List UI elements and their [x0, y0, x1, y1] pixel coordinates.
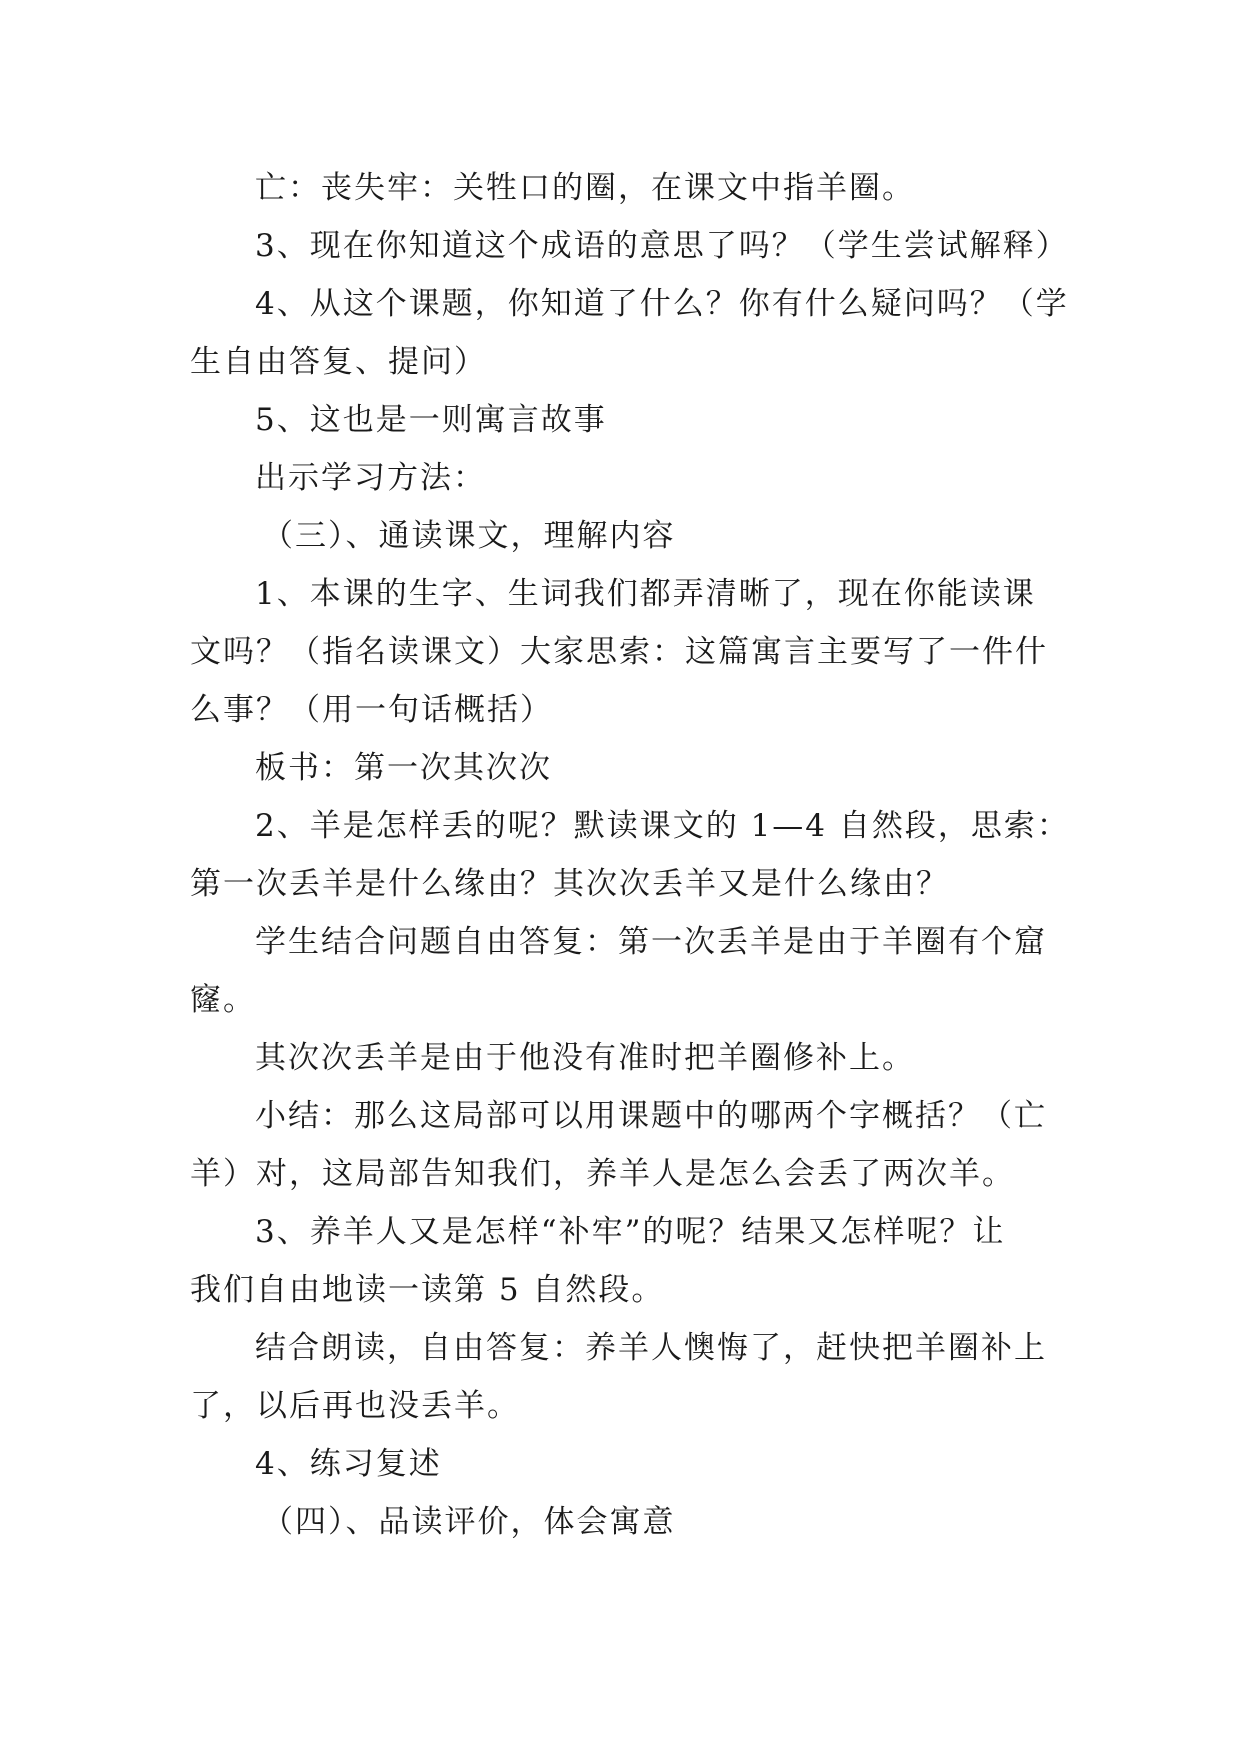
text-line: 亡：丧失牢：关牲口的圈，在课文中指羊圈。: [255, 170, 915, 206]
text-line: 了，以后再也没丢羊。: [190, 1388, 520, 1424]
text-line: 学生结合问题自由答复：第一次丢羊是由于羊圈有个窟: [255, 924, 1047, 960]
text-line: 窿。: [190, 982, 256, 1018]
section-heading: （三）、通读课文，理解内容: [262, 518, 676, 554]
text-line: 3、养羊人又是怎样“补牢”的呢？结果又怎样呢？让: [255, 1214, 1006, 1250]
text-line: 生自由答复、提问）: [190, 344, 487, 380]
text-line: 羊）对，这局部告知我们，养羊人是怎么会丢了两次羊。: [190, 1156, 1015, 1192]
text-line: 结合朗读，自由答复：养羊人懊悔了，赶快把羊圈补上: [255, 1330, 1047, 1366]
text-line: 我们自由地读一读第 5 自然段。: [190, 1272, 665, 1308]
text-line: 1、本课的生字、生词我们都弄清晰了，现在你能读课: [255, 576, 1036, 612]
text-line: 小结：那么这局部可以用课题中的哪两个字概括？（亡: [255, 1098, 1047, 1134]
text-line: 2、羊是怎样丢的呢？默读课文的 1—4 自然段，思索：: [255, 808, 1070, 844]
text-line: 3、现在你知道这个成语的意思了吗？（学生尝试解释）: [255, 228, 1069, 264]
text-line: 4、从这个课题，你知道了什么？你有什么疑问吗？（学: [255, 286, 1069, 322]
text-line: 4、练习复述: [255, 1446, 442, 1482]
text-line: 第一次丢羊是什么缘由？其次次丢羊又是什么缘由？: [190, 866, 949, 902]
text-line: 出示学习方法：: [255, 460, 486, 496]
text-line: 5、这也是一则寓言故事: [255, 402, 607, 438]
text-line: 板书：第一次其次次: [255, 750, 552, 786]
section-heading: （四）、品读评价，体会寓意: [262, 1504, 676, 1540]
text-line: 其次次丢羊是由于他没有准时把羊圈修补上。: [255, 1040, 915, 1076]
text-line: 么事？（用一句话概括）: [190, 692, 553, 728]
text-line: 文吗？（指名读课文）大家思索：这篇寓言主要写了一件什: [190, 634, 1048, 670]
